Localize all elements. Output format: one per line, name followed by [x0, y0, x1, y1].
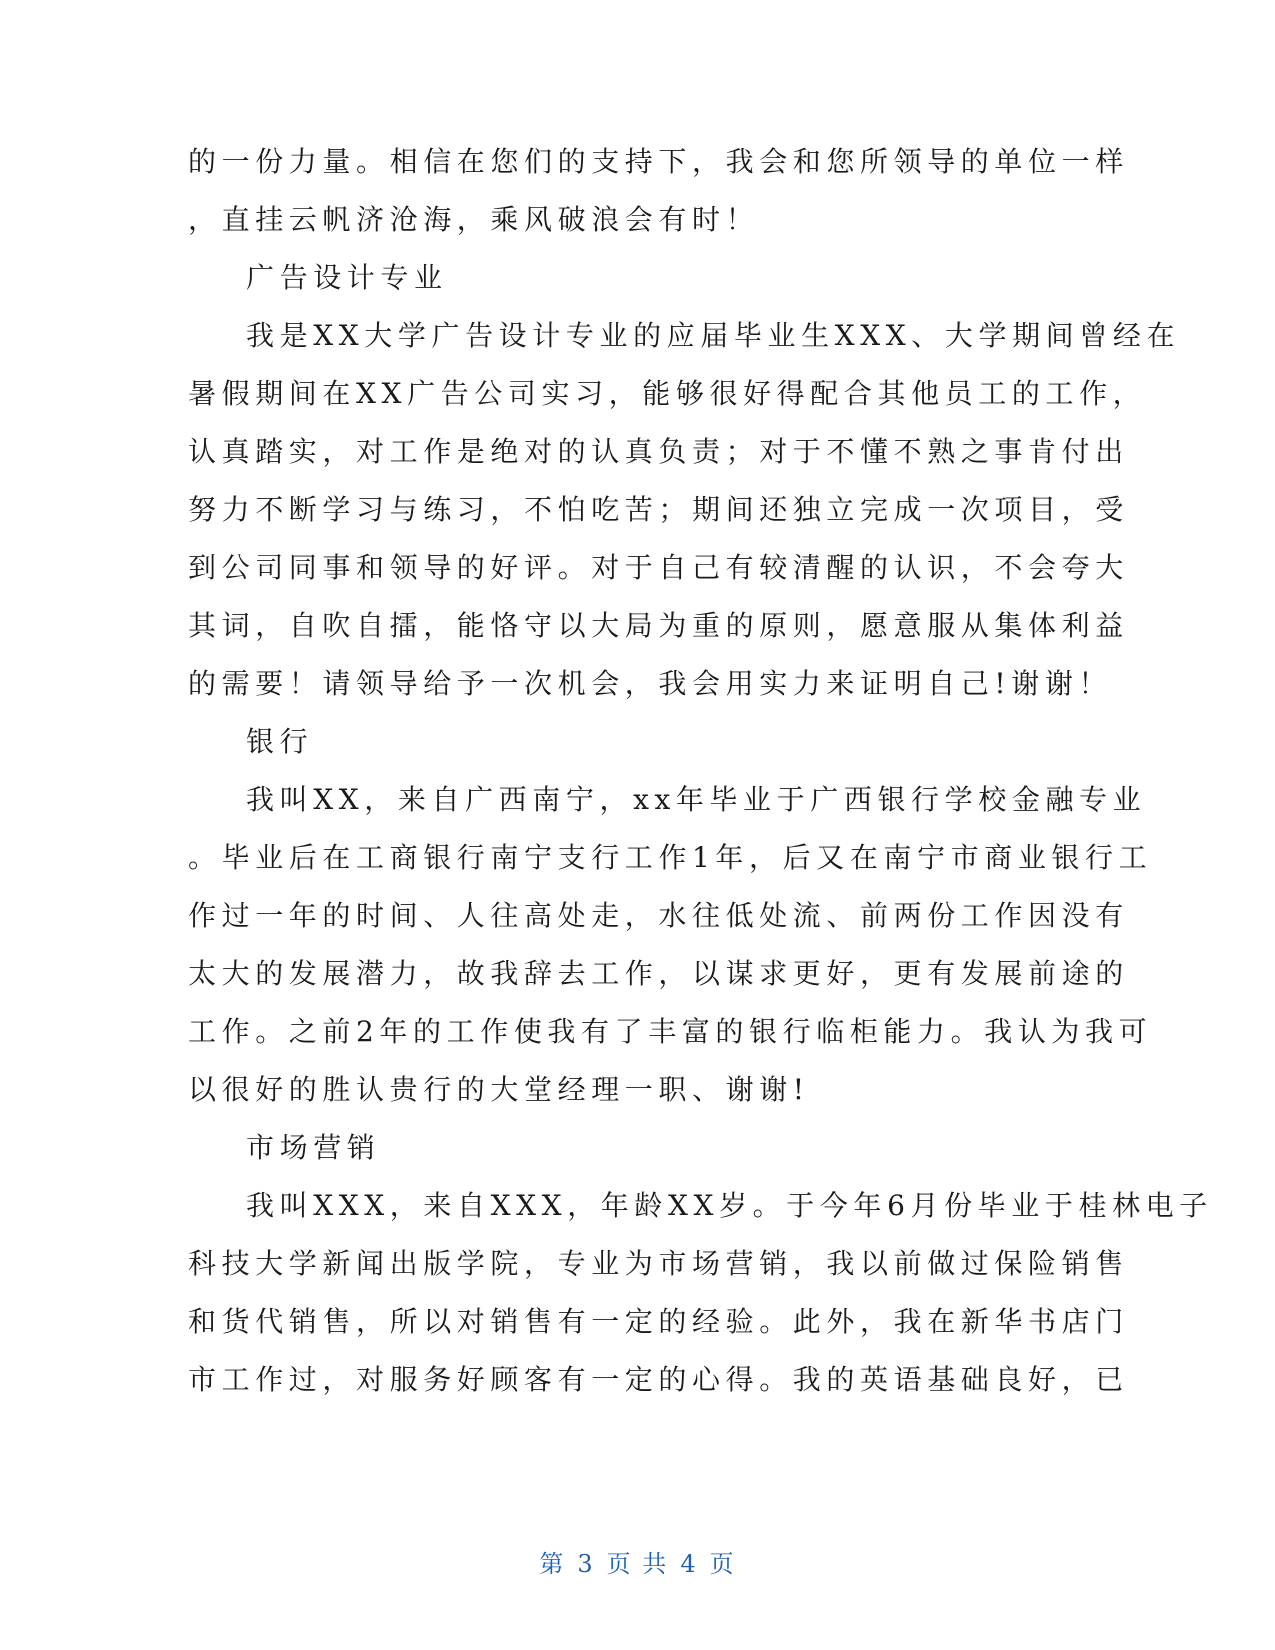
section-heading-bank: 银行	[246, 725, 314, 758]
page-footer	[0, 1548, 1275, 1580]
text-line: 和货代销售，所以对销售有一定的经验。此外，我在新华书店门	[188, 1305, 1129, 1338]
text-line: 科技大学新闻出版学院，专业为市场营销，我以前做过保险销售	[188, 1247, 1129, 1280]
text-line: 市工作过，对服务好顾客有一定的心得。我的英语基础良好，已	[188, 1363, 1129, 1396]
text-line: 工作。之前2年的工作使我有了丰富的银行临柜能力。我认为我可	[188, 1015, 1153, 1048]
text-line: 太大的发展潜力，故我辞去工作，以谋求更好，更有发展前途的	[188, 957, 1129, 990]
footer-middle: 页 共	[606, 1550, 669, 1578]
text-line: 我是XX大学广告设计专业的应届毕业生XXX、大学期间曾经在	[246, 319, 1181, 352]
text-line: 我叫XXX，来自XXX，年龄XX岁。于今年6月份毕业于桂林电子	[246, 1189, 1213, 1222]
text-line: 的一份力量。相信在您们的支持下，我会和您所领导的单位一样	[188, 145, 1129, 178]
text-line: 认真踏实，对工作是绝对的认真负责；对于不懂不熟之事肯付出	[188, 435, 1129, 468]
text-line: 我叫XX，来自广西南宁，xx年毕业于广西银行学校金融专业	[246, 783, 1147, 816]
footer-suffix: 页	[709, 1550, 736, 1578]
footer-page-number: 3	[577, 1550, 595, 1578]
footer-prefix: 第	[539, 1550, 566, 1578]
section-heading-ad-design: 广告设计专业	[246, 261, 448, 294]
section-heading-marketing: 市场营销	[246, 1131, 381, 1164]
text-line: 其词，自吹自擂，能恪守以大局为重的原则，愿意服从集体利益	[188, 609, 1129, 642]
text-line: 。毕业后在工商银行南宁支行工作1年，后又在南宁市商业银行工	[188, 841, 1153, 874]
text-line: 暑假期间在XX广告公司实习，能够很好得配合其他员工的工作，	[188, 377, 1147, 410]
text-line: 以很好的胜认贵行的大堂经理一职、谢谢!	[188, 1073, 810, 1106]
text-line: 作过一年的时间、人往高处走，水往低处流、前两份工作因没有	[188, 899, 1129, 932]
text-line: ，直挂云帆济沧海，乘风破浪会有时！	[188, 203, 760, 236]
text-line: 努力不断学习与练习，不怕吃苦；期间还独立完成一次项目，受	[188, 493, 1129, 526]
text-line: 到公司同事和领导的好评。对于自己有较清醒的认识，不会夸大	[188, 551, 1129, 584]
text-line: 的需要！请领导给予一次机会，我会用实力来证明自己!谢谢！	[188, 667, 1113, 700]
footer-total-pages: 4	[680, 1550, 698, 1578]
